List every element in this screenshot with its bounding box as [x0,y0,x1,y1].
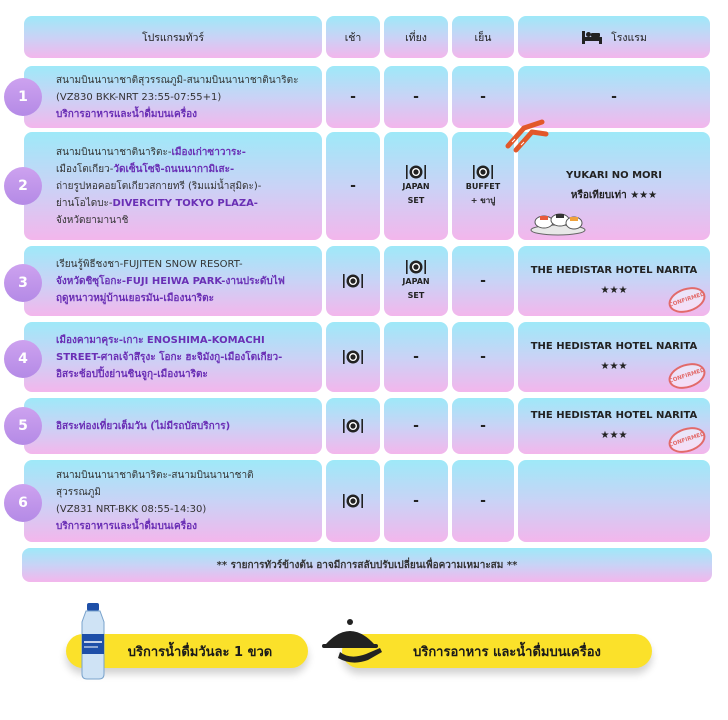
lunch-label: JAPAN [402,277,430,286]
day-number-3: 3 [4,264,42,302]
header-breakfast-label: เช้า [344,31,362,44]
day-number-1: 1 [4,78,42,116]
program-line: จังหวัดชิซุโอกะ-FUJI HEIWA PARK-งานประดับไฟ [56,275,285,287]
plate-cutlery-icon [405,259,427,275]
inflight-meal-text: บริการอาหาร และน้ำดื่มบนเครื่อง [413,644,601,660]
dinner-cell-day-4: - [452,322,514,392]
hotel-name: THE HEDISTAR HOTEL NARITA [530,341,698,352]
plate-cutlery-icon [405,164,427,180]
lunch-cell-day-2 [384,132,448,240]
program-line: STREET-ศาลเจ้าสึรุงะ โอกะ ฮะจิมังกู-เมืองโตเกียว- [56,351,283,363]
hotel-name: THE HEDISTAR HOTEL NARITA [530,410,698,421]
hotel-cell-day-6 [518,460,710,542]
program-line: วัดเซ็นโซจิ-ถนนนากามิเสะ- [113,163,235,175]
program-line: เรียนรู้พิธีชงชา-FUJITEN SNOW RESORT- [56,258,243,270]
lunch-cell-day-4: - [384,322,448,392]
program-line: (VZ831 NRT-BKK 08:55-14:30) [56,504,207,515]
serving-cloche-icon [320,616,386,666]
program-line: สนามบินนานาชาตินาริตะ- [56,146,172,158]
program-line: อิสระท่องเที่ยวเต็มวัน (ไม่มีรถบัสบริการ) [56,420,231,432]
plate-cutlery-icon [342,349,364,365]
hotel-name: THE HEDISTAR HOTEL NARITA [530,265,698,276]
header-hotel [518,16,710,58]
plate-cutlery-icon [342,418,364,434]
program-line: เมืองคามาคุระ-เกาะ ENOSHIMA-KOMACHI [56,334,265,346]
hotel-cell-day-1: - [518,66,710,128]
hotel-rating: หรือเทียบเท่า ★★★ [570,190,658,201]
program-line: ย่านโอไดบะ- [56,197,113,209]
hotel-rating: ★★★ [600,285,628,296]
dinner-cell-day-1: - [452,66,514,128]
header-breakfast [326,16,380,58]
program-line: สนามบินนานาชาติสุวรรณภูมิ-สนามบินนานาชาตินาริตะ [56,74,299,86]
hotel-name: YUKARI NO MORI [566,170,662,181]
lunch-label: SET [407,196,425,205]
program-line: สนามบินนานาชาตินาริตะ-สนามบินนานาชาติ [56,470,254,481]
program-cell-day-1 [24,66,322,128]
dinner-label: + ขาปู [470,196,496,205]
header-hotel-label: โรงแรม [611,31,647,44]
day-number-4: 4 [4,340,42,378]
program-line: ฤดูหนาวหมู่บ้านเยอรมัน-เมืองนาริตะ [56,292,215,304]
confirmed-stamp: CONFIRMED [665,359,709,394]
day-number-5: 5 [4,407,42,445]
lunch-label: SET [407,291,425,300]
dinner-label: BUFFET [465,182,501,191]
lunch-cell-day-6: - [384,460,448,542]
header-dinner-label: เย็น [474,31,492,44]
header-program-label: โปรแกรมทัวร์ [141,31,205,44]
program-line: สุวรรณภูมิ [56,487,101,498]
water-bottle-icon [76,602,110,680]
plate-cutlery-icon [472,164,494,180]
footnote [22,548,712,582]
program-line: เมืองโตเกียว- [56,163,114,175]
confirmed-stamp: CONFIRMED [665,283,709,318]
plate-cutlery-icon [342,273,364,289]
lunch-label: JAPAN [402,182,430,191]
breakfast-cell-day-2: - [326,132,380,240]
header-lunch [384,16,448,58]
dinner-cell-day-3: - [452,246,514,316]
lunch-cell-day-5: - [384,398,448,454]
dinner-cell-day-5: - [452,398,514,454]
day-number-2: 2 [4,167,42,205]
program-cell-day-4 [24,322,322,392]
breakfast-cell-day-4 [326,322,380,392]
footnote-text: ** รายการทัวร์ข้างต้น อาจมีการสลับปรับเปลี่ยนเพื่อความเหมาะสม ** [216,559,518,571]
breakfast-cell-day-1: - [326,66,380,128]
lunch-cell-day-3 [384,246,448,316]
bed-icon [581,29,603,45]
program-cell-day-2 [24,132,322,240]
program-line: เมืองเก่าซาวาระ- [171,146,246,158]
program-line: บริการอาหารและน้ำดื่มบนเครื่อง [56,108,197,120]
program-line: (VZ830 BKK-NRT 23:55-07:55+1) [56,91,222,103]
confirmed-stamp: CONFIRMED [665,423,709,458]
hotel-rating: ★★★ [600,430,628,441]
program-cell-day-3 [24,246,322,316]
program-line: บริการอาหารและน้ำดื่มบนเครื่อง [56,521,197,532]
inflight-meal-badge [342,634,652,668]
plate-cutlery-icon [342,493,364,509]
program-line: จังหวัดยามานาชิ [56,214,129,226]
program-line: ถ่ายรูปหอคอยโตเกียวสกายทรี (ริมแม่น้ำสุมิดะ)- [56,180,262,192]
water-service-text: บริการน้ำดื่มวันละ 1 ขวด [127,644,273,660]
program-cell-day-6 [24,460,322,542]
header-program [24,16,322,58]
day-number-6: 6 [4,484,42,522]
breakfast-cell-day-5 [326,398,380,454]
breakfast-cell-day-6 [326,460,380,542]
program-line: อิสระช้อปปิ้งย่านชินจูกุ-เมืองนาริตะ [56,368,208,380]
crab-icon [502,114,550,154]
dinner-cell-day-6: - [452,460,514,542]
header-dinner [452,16,514,58]
program-cell-day-5 [24,398,322,454]
lunch-cell-day-1: - [384,66,448,128]
program-line: DIVERCITY TOKYO PLAZA- [112,197,258,209]
hotel-rating: ★★★ [600,361,628,372]
header-lunch-label: เที่ยง [405,31,427,44]
sushi-icon [530,208,586,236]
breakfast-cell-day-3 [326,246,380,316]
